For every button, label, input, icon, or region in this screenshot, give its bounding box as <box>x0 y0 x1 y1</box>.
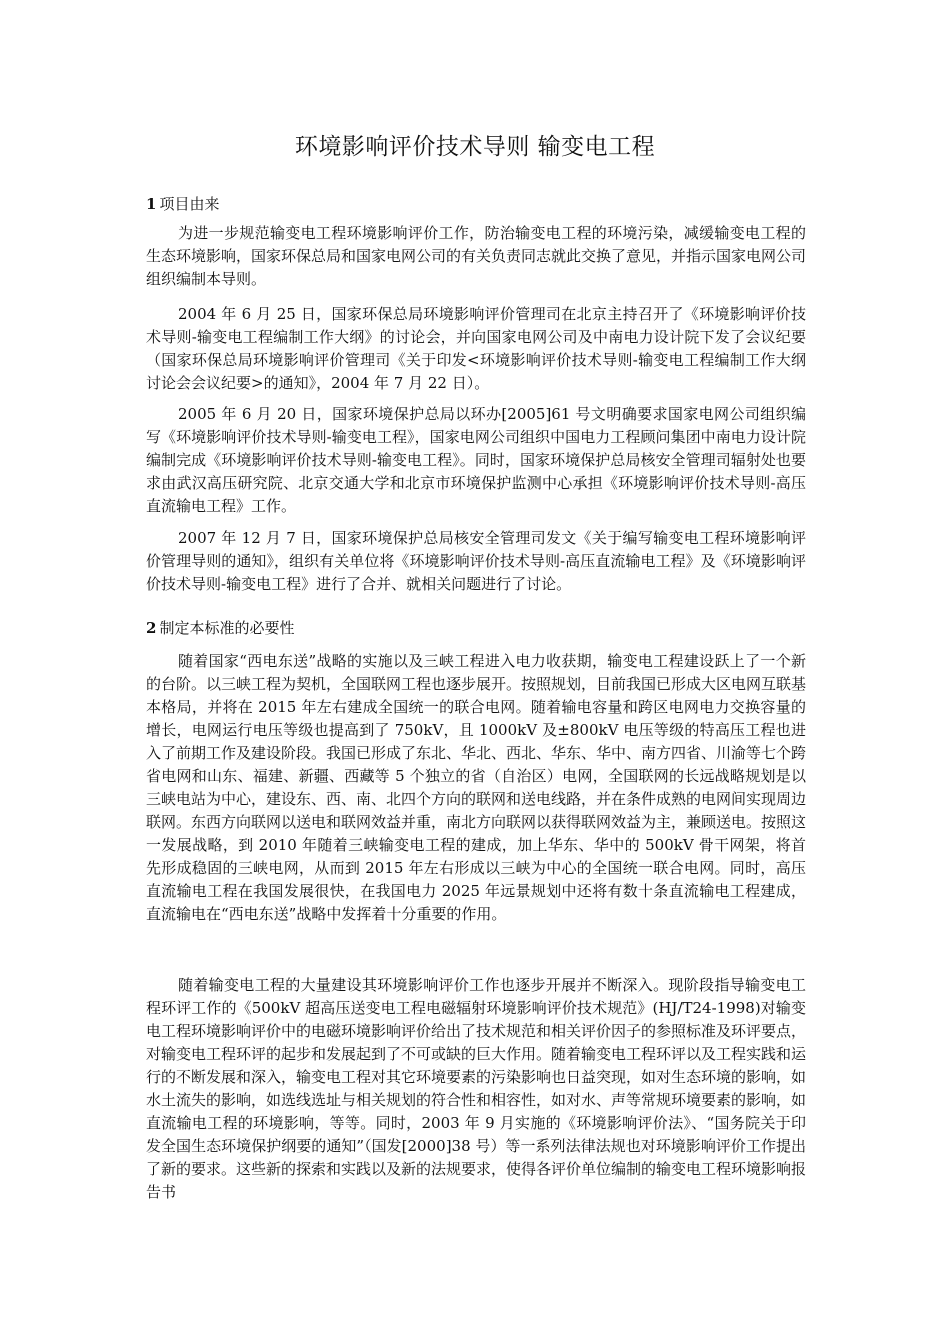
section-1-paragraph: 2005 年 6 月 20 日，国家环境保护总局以环办[2005]61 号文明确要求国家电网公司组织编写《环境影响评价技术导则-输变电工程》，国家电网公司组织中国电力工程顾问集团中南电力设计院编制完成《环境影响评价技术导则-输变电工程》。同时，国家环境保护总局核安全管理司辐射处也要求由武汉高压研究院、北京交通大学和北京市环境保护监测中心承担《环境影响评价技术导则-高压直流输电工程》工作。 <box>146 405 806 515</box>
section-2-paragraph: 随着国家“西电东送”战略的实施以及三峡工程进入电力收获期，输变电工程建设跃上了一个新的台阶。以三峡工程为契机，全国联网工程也逐步展开。按照规划，目前我国已形成大区电网互联基本格局，并将在 2015 年左右建成全国统一的联合电网。随着输电容量和跨区电网电力交换容量的增长，电网运行电压等级也提高到了 750kV，且 1000kV 及±800kV 电压等级的特高压工程也进入了前期工作及建设阶段。我国已形成了东北、华北、西北、华东、华中、南方四省、川渝等七个跨省电网和山东、福建、新疆、西藏等 5 个独立的省（自治区）电网，全国联网的长远战略规划是以三峡电站为中心，建设东、西、南、北四个方向的联网和送电线路，并在条件成熟的电网间实现周边联网。东西方向联网以送电和联网效益并重，南北方向联网以获得联网效益为主，兼顾送电。按照这一发展战略，到 2010 年随着三峡输变电工程的建成，加上华东、华中的 500kV 骨干网架，将首先形成稳固的三峡电网，从而到 2015 年左右形成以三峡为中心的全国统一联合电网。同时，高压直流输电工程在我国发展很快，在我国电力 2025 年远景规划中还将有数十条直流输电工程建成，直流输电在“西电东送”战略中发挥着十分重要的作用。 <box>146 652 807 923</box>
section-1-paragraph: 2004 年 6 月 25 日，国家环保总局环境影响评价管理司在北京主持召开了《环境影响评价技术导则-输变电工程编制工作大纲》的讨论会，并向国家电网公司及中南电力设计院下发了会议纪要（国家环保总局环境影响评价管理司《关于印发<环境影响评价技术导则-输变电工程编制工作大纲讨论会会议纪要>的通知》，2004 年 7 月 22 日）。 <box>146 305 806 392</box>
section-1-number: 1 <box>146 195 157 213</box>
section-2-heading-text: 制定本标准的必要性 <box>159 619 295 637</box>
section-2-heading <box>146 617 294 638</box>
section-1-heading <box>146 193 219 214</box>
section-2-number: 2 <box>146 619 157 637</box>
section-1-paragraph: 2007 年 12 月 7 日，国家环境保护总局核安全管理司发文《关于编写输变电工程环境影响评价管理导则的通知》，组织有关单位将《环境影响评价技术导则-高压直流输电工程》及《环境影响评价技术导则-输变电工程》进行了合并、就相关问题进行了讨论。 <box>146 529 806 593</box>
section-1-paragraph: 为进一步规范输变电工程环境影响评价工作，防治输变电工程的环境污染，减缓输变电工程的生态环境影响，国家环保总局和国家电网公司的有关负责同志就此交换了意见，并指示国家电网公司组织编制本导则。 <box>146 224 807 288</box>
document-title: 环境影响评价技术导则 输变电工程 <box>294 134 656 160</box>
section-1-heading-text: 项目由来 <box>159 195 220 213</box>
section-2-paragraph: 随着输变电工程的大量建设其环境影响评价工作也逐步开展并不断深入。现阶段指导输变电工程环评工作的《500kV 超高压送变电工程电磁辐射环境影响评价技术规范》(HJ/T24-1998)对输变电工程环境影响评价中的电磁环境影响评价给出了技术规范和相关评价因子的参照标准及环评要点，对输变电工程环评的起步和发展起到了不可或缺的巨大作用。随着输变电工程环评以及工程实践和运行的不断发展和深入，输变电工程对其它环境要素的污染影响也日益突现，如对生态环境的影响，如水土流失的影响，如选线选址与相关规划的符合性和相容性，如对水、声等常规环境要素的影响，如直流输电工程的环境影响，等等。同时，2003 年 9 月实施的《环境影响评价法》、“国务院关于印发全国生态环境保护纲要的通知”（国发[2000]38 号）等一系列法律法规也对环境影响评价工作提出了新的要求。这些新的探索和实践以及新的法规要求，使得各评价单位编制的输变电工程环境影响报告书 <box>146 976 807 1201</box>
